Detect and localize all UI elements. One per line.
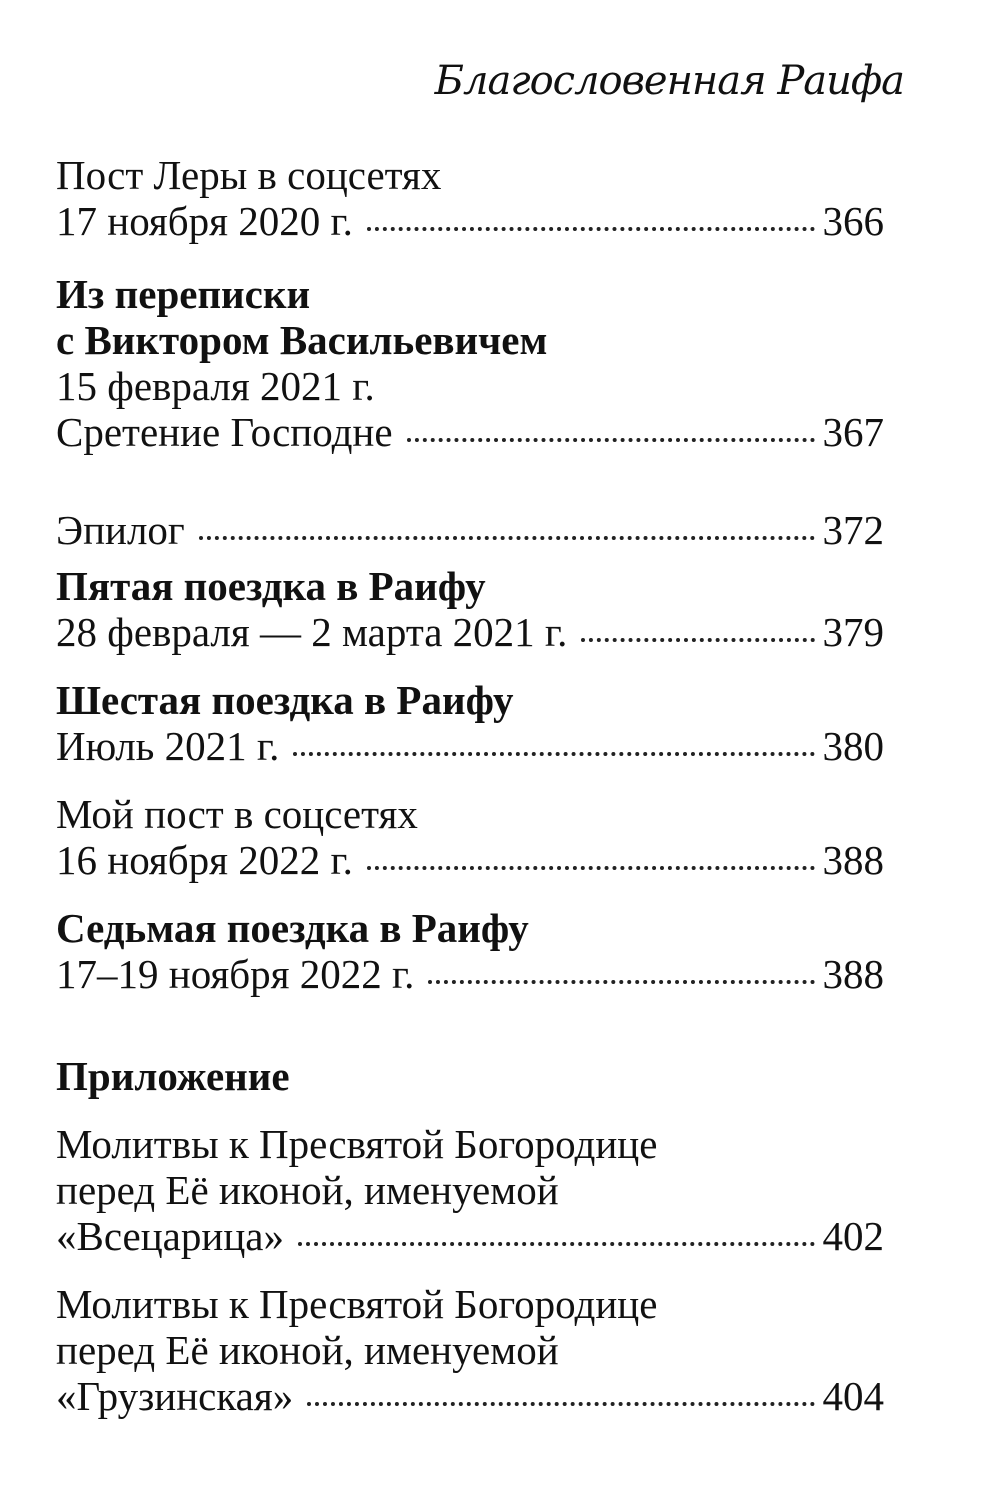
page-number: 379 bbox=[822, 609, 884, 655]
page-number: 372 bbox=[822, 507, 884, 553]
toc-entry-line: Молитвы к Пресвятой Богородице bbox=[56, 1281, 658, 1327]
table-of-contents bbox=[56, 150, 884, 1419]
toc-section-heading: Пятая поездка в Раифу bbox=[56, 563, 486, 609]
toc-entry-leader bbox=[56, 837, 884, 883]
toc-entry-line: перед Её иконой, именуемой bbox=[56, 1167, 559, 1213]
toc-entry-text: 17–19 ноября 2022 г. bbox=[56, 951, 415, 997]
page-number: 404 bbox=[822, 1373, 884, 1419]
toc-entry bbox=[56, 563, 884, 655]
dot-leader bbox=[581, 638, 814, 642]
toc-entry bbox=[56, 1053, 884, 1099]
toc-entry-leader bbox=[56, 1213, 884, 1259]
page-number: 388 bbox=[822, 837, 884, 883]
toc-entry-leader bbox=[56, 951, 884, 997]
dot-leader bbox=[407, 438, 815, 442]
toc-entry-line: перед Её иконой, именуемой bbox=[56, 1327, 559, 1373]
toc-entry bbox=[56, 1281, 884, 1419]
page-number: 388 bbox=[822, 951, 884, 997]
toc-section-heading: с Виктором Васильевичем bbox=[56, 317, 548, 363]
toc-entry bbox=[56, 507, 884, 553]
toc-entry-line: Мой пост в соцсетях bbox=[56, 791, 418, 837]
toc-entry bbox=[56, 1121, 884, 1259]
dot-leader bbox=[367, 227, 815, 231]
dot-leader bbox=[293, 752, 814, 756]
page-number: 367 bbox=[822, 409, 884, 455]
toc-entry-text: 16 ноября 2022 г. bbox=[56, 837, 353, 883]
toc-entry-text: «Всецарица» bbox=[56, 1213, 284, 1259]
page-number: 380 bbox=[822, 723, 884, 769]
toc-entry-leader bbox=[56, 507, 884, 553]
toc-entry bbox=[56, 152, 884, 244]
dot-leader bbox=[428, 980, 814, 984]
toc-entry bbox=[56, 271, 884, 455]
toc-entry-text: «Грузинская» bbox=[56, 1373, 294, 1419]
toc-entry-text: 17 ноября 2020 г. bbox=[56, 198, 353, 244]
toc-entry-leader bbox=[56, 409, 884, 455]
dot-leader bbox=[298, 1242, 815, 1246]
toc-entry-leader bbox=[56, 1373, 884, 1419]
toc-entry bbox=[56, 791, 884, 883]
toc-section-heading: Из переписки bbox=[56, 271, 311, 317]
toc-entry-leader bbox=[56, 198, 884, 244]
toc-entry-line: Молитвы к Пресвятой Богородице bbox=[56, 1121, 658, 1167]
dot-leader bbox=[199, 536, 815, 540]
toc-entry-text: Сретение Господне bbox=[56, 409, 393, 455]
page-number: 366 bbox=[822, 198, 884, 244]
toc-entry-line: 15 февраля 2021 г. bbox=[56, 363, 375, 409]
toc-entry-leader bbox=[56, 609, 884, 655]
toc-entry-leader bbox=[56, 723, 884, 769]
toc-section-heading: Шестая поездка в Раифу bbox=[56, 677, 514, 723]
dot-leader bbox=[367, 866, 815, 870]
toc-entry-text: Июль 2021 г. bbox=[56, 723, 280, 769]
toc-section-heading: Приложение bbox=[56, 1053, 290, 1099]
toc-entry bbox=[56, 677, 884, 769]
toc-entry-text: 28 февраля — 2 марта 2021 г. bbox=[56, 609, 568, 655]
toc-entry-line: Пост Леры в соцсетях bbox=[56, 152, 442, 198]
running-head: Благословенная Раифа bbox=[434, 58, 904, 104]
toc-entry bbox=[56, 905, 884, 997]
dot-leader bbox=[307, 1402, 814, 1406]
page-number: 402 bbox=[822, 1213, 884, 1259]
toc-section-heading: Седьмая поездка в Раифу bbox=[56, 905, 529, 951]
toc-entry-text: Эпилог bbox=[56, 507, 185, 553]
